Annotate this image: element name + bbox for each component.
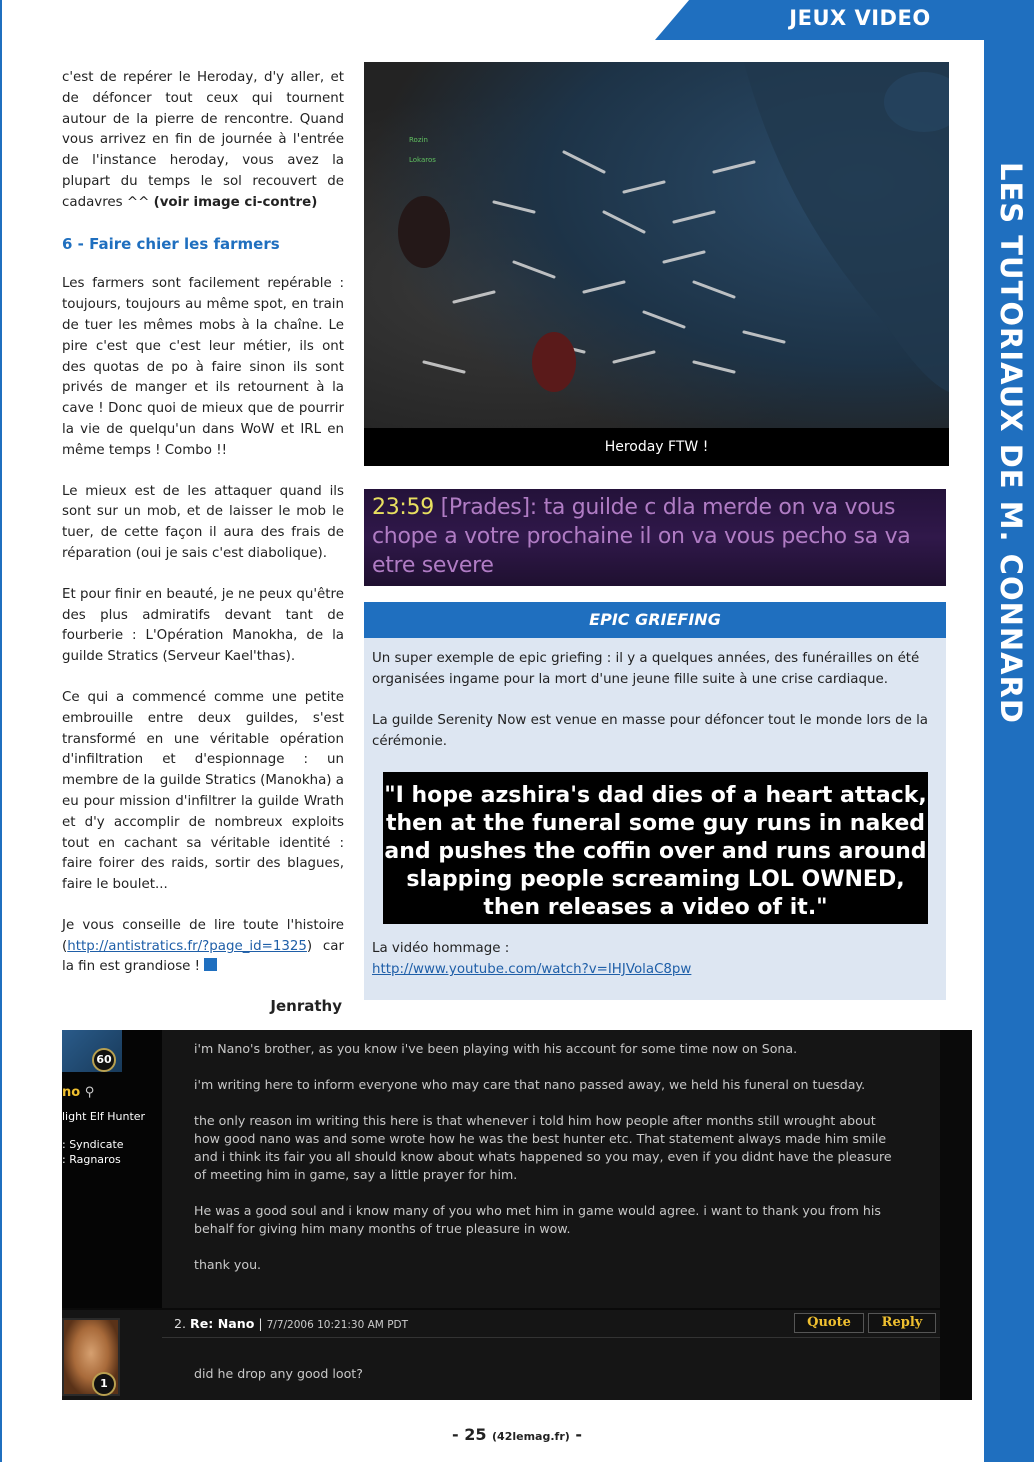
post-line: i'm writing here to inform everyone who may care that nano passed away, we held his funeral on tuesday. xyxy=(194,1077,866,1092)
image-reference: (voir image ci-contre) xyxy=(153,194,318,210)
chat-message xyxy=(372,493,938,580)
reply-subject: Re: Nano xyxy=(190,1316,255,1331)
poster-guild: : Syndicate xyxy=(62,1138,124,1151)
end-mark-icon xyxy=(204,958,217,971)
epic-griefing-box xyxy=(364,602,946,1000)
page-number: - 25 xyxy=(451,1425,493,1444)
story-link[interactable]: http://antistratics.fr/?page_id=1325 xyxy=(67,938,307,954)
poster-panel xyxy=(62,1030,162,1308)
section-heading: 6 - Faire chier les farmers xyxy=(62,234,280,253)
post-line: He was a good soul and i know many of you who met him in game would agree. i want to thank you from his behalf for giving him many months of true pleasure in wow. xyxy=(194,1203,881,1236)
paragraph-text: Je vous conseille de lire toute l'histoire ( xyxy=(62,917,344,954)
video-link[interactable]: http://www.youtube.com/watch?v=IHJVolaC8pw xyxy=(372,962,692,977)
paragraph: Les farmers sont facilement repérable : toujours, toujours au même spot, en train de tuer les mêmes mobs à la chaîne. Le pire c'est que c'est leur métier, ils ont des quotas de po à faire sinon ils sont privés de manger et ils retournent à la cave ! Donc quoi de mieux que de pourrir la vie de quelqu'un dans WoW et IRL en même temps ! Combo !! xyxy=(62,276,344,458)
reply-post xyxy=(62,1310,940,1400)
poster-realm: : Ragnaros xyxy=(62,1153,121,1166)
poster-class: light Elf Hunter xyxy=(62,1110,146,1123)
reply-separator: | xyxy=(254,1316,267,1331)
reply-date: 7/7/2006 10:21:30 AM PDT xyxy=(266,1319,409,1331)
paragraph xyxy=(62,916,344,978)
image-caption: Heroday FTW ! xyxy=(364,428,949,466)
level-badge: 1 xyxy=(92,1372,116,1396)
reply-title xyxy=(174,1316,408,1331)
chat-timestamp: 23:59 xyxy=(372,495,434,520)
post-line: thank you. xyxy=(194,1257,262,1272)
reply-header xyxy=(162,1310,940,1338)
post-text xyxy=(194,1040,894,1292)
search-icon: ⚲ xyxy=(84,1085,95,1100)
paragraph: La guilde Serenity Now est venue en masse pour défoncer tout le monde lors de la cérémonie. xyxy=(372,713,928,749)
skeletons-illustration xyxy=(364,62,949,428)
poster-name-text: no xyxy=(62,1085,81,1100)
poster-name xyxy=(62,1086,94,1100)
reply-number: 2. xyxy=(174,1316,187,1331)
chat-line: [Prades]: ta guilde c dla merde on va vous chope a votre prochaine il on va vous pecho sa va etre severe xyxy=(372,495,911,578)
paragraph-text: ) car la fin est grandiose ! xyxy=(62,938,344,975)
quote-image: "I hope azshira's dad dies of a heart attack, then at the funeral some guy runs in naked and pushes the coffin over and runs around slapping people screaming LOL OWNED, then releases a video of it." xyxy=(383,772,928,924)
paragraph: Ce qui a commencé comme une petite embrouille entre deux guildes, s'est transformé en une véritable opération d'infiltration et d'espionnage : un membre de la guilde Stratics (Manokha) a eu pour mission d'infiltrer la guilde Wrath et d'y accomplir de nombreux exploits tout en cachant sa véritable identité : faire foirer des raids, sortir des blagues, faire le boulet... xyxy=(62,689,344,893)
page-border xyxy=(0,0,2,1462)
paragraph: Le mieux est de les attaquer quand ils sont sur un mob, et de laisser le mob le tuer, de cette façon il aura des frais de réparation (oui je sais c'est diabolique). xyxy=(62,483,344,561)
site-name: (42lemag.fr) xyxy=(492,1430,570,1443)
svg-text:Rozin: Rozin xyxy=(409,136,428,144)
box-body xyxy=(364,638,946,980)
paragraph xyxy=(62,68,344,214)
paragraph: Et pour finir en beauté, je ne peux qu'être des plus admiratifs devant tant de fourberie : L'Opération Manokha, de la guilde Stratics (Serveur Kael'thas). xyxy=(62,586,344,665)
post-line: the only reason im writing this here is that whenever i told him how people after months still wrought about how good nano was and some wrote how he was the best hunter etc. That statement always made him smile and i think its fair you all should know about whats happened so you may, even if you didnt have the pleasure of meeting him in game, say a little prayer for him. xyxy=(194,1113,892,1182)
video-label: La vidéo hommage : xyxy=(372,941,510,956)
scrollbar xyxy=(940,1030,972,1400)
footer-end: - xyxy=(569,1425,582,1444)
author-signature: Jenrathy xyxy=(270,997,342,1015)
chat-screenshot xyxy=(364,489,946,586)
game-screenshot xyxy=(364,62,949,466)
post-line: i'm Nano's brother, as you know i've been playing with his account for some time now on Sona. xyxy=(194,1041,798,1056)
svg-text:Lokaros: Lokaros xyxy=(409,156,436,164)
page-footer xyxy=(0,1425,1034,1444)
paragraph: Un super exemple de epic griefing : il y a quelques années, des funérailles on été organisées ingame pour la mort d'une jeune fille suite à une crise cardiaque. xyxy=(372,651,920,687)
left-column xyxy=(62,68,344,998)
reply-text: did he drop any good loot? xyxy=(194,1366,363,1381)
quote-button[interactable]: Quote xyxy=(794,1313,864,1333)
box-title: EPIC GRIEFING xyxy=(364,602,946,638)
section-title: JEUX VIDEO xyxy=(789,6,931,30)
reply-button[interactable]: Reply xyxy=(868,1313,936,1333)
level-badge: 60 xyxy=(92,1048,116,1072)
paragraph-text: c'est de repérer le Heroday, d'y aller, et de défoncer tout ceux qui tournent autour de la pierre de rencontre. Quand vous arrivez en fin de journée à l'entrée de l'instance heroday, vous avez la plupart du temps le sol recouvert de cadavres ^^ xyxy=(62,70,344,210)
forum-screenshot xyxy=(62,1030,972,1400)
series-title: LES TUTORIAUX DE M. CONNARD xyxy=(994,162,1028,724)
